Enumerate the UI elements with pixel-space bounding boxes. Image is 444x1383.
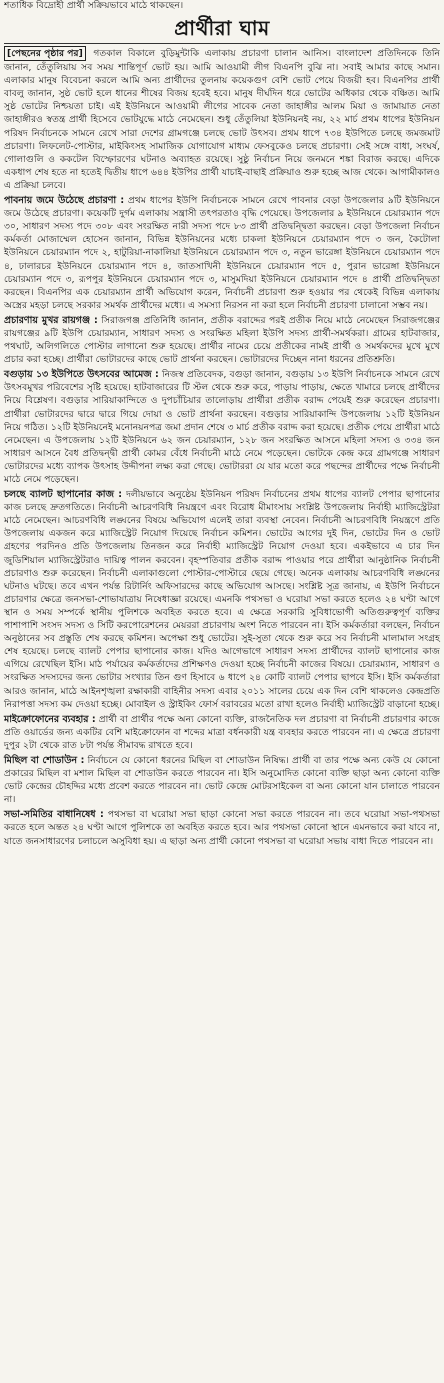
subheading: প্রচারণায় মুখর রায়গঞ্জ : bbox=[4, 314, 98, 326]
paragraph-7 bbox=[4, 754, 440, 806]
subheading: মিছিল বা শোডাউন : bbox=[4, 754, 85, 766]
subheading: বগুড়ায় ১৩ ইউপিতে উৎসবের আমেজ : bbox=[4, 369, 159, 381]
paragraph-4 bbox=[4, 368, 440, 486]
article-body bbox=[4, 46, 440, 848]
paragraph-2 bbox=[4, 194, 440, 312]
paragraph-8 bbox=[4, 808, 440, 847]
paragraph-text: দলীয়ভাবে অনুষ্ঠেয় ইউনিয়ন পরিষদ নির্বাচনের প্রথম ধাপের ব্যালট পেপার ছাপানোর কাজ চলছে দ্রুতগতিতে। নির্বাচনী আচরণবিধি নিয়ন্ত্রণে এবং বিরোধ মীমাংসায় সংশ্লিষ্ট উপজেলায় নির্বাহী ম্যাজিস্ট্রেটরা মাঠে নেমেছেন। আচরণবিধি লঙ্ঘনের বিষয়ে অভিযোগ এলেই তারা ব্যবস্থা নেবেন। নির্বাচনী আচরণবিধি নিয়ন্ত্রণে প্রতি উপজেলায় একজন করে ম্যাজিস্ট্রেট নিয়োগ দিয়েছে নির্বাচন কমিশন। ভোটের আগের দুই দিন, ভোটের দিন ও ভোট গ্রহণের পরদিনও প্রতি উপজেলায় তিনজন করে নির্বাহী ম্যাজিস্ট্রেট নিয়োগ দেওয়া হবে। একইভাবে এ চার দিন জুডিশিয়াল ম্যাজিস্ট্রেটরাও দায়িত্ব পালন করবেন। বৃহস্পতিবার প্রতীক বরাদ্দ পাওয়ার পরে প্রার্থীরা আনুষ্ঠানিক নির্বাচনী প্রচারণাও শুরু করেছেন। নির্বাচনী এলাকাগুলো পোস্টার-পোস্টারে ছেয়ে গেছে। অনেক এলাকায় আচরণবিধি লঙ্ঘনের ঘটনাও ঘটছে। তবে এখন পর্যন্ত রিটার্নিং অফিসারদের কাছে অভিযোগ আসছে। সংশ্লিষ্ট সূত্র জানায়, এ ইউপি নির্বাচনে প্রচারণার ক্ষেত্রে জনসভা-শোভাযাত্রায় নিষেধাজ্ঞা রয়েছে। এমনকি পথসভা ও ঘরোয়া সভা করতে হলেও ২৪ ঘণ্টা আগে স্থান ও সময় সম্পর্কে স্থানীয় পুলিশকে অবহিত করতে হবে। এ ক্ষেত্রে সরকারি সুবিধাভোগী অতিগুরুত্বপূর্ণ ব্যক্তির পাশাপাশি সংসদ সদস্য ও সিটি করপোরেশনের মেয়ররা প্রচারণায় অংশ নিতে পারবেন না। ইসি কর্মকর্তারা বলছেন, নির্বাচন অনুষ্ঠানের সব প্রস্তুতি শেষ করছে কমিশন। অপেক্ষা শুধু ভোটের। সুই-সুতা থেকে শুরু করে সব নির্বাচনী মালামাল সংগ্রহ শেষ হয়েছে। চলছে ব্যালট পেপার ছাপানোর কাজ। যদিও আগেভাগে সাধারণ সদস্য প্রার্থীদের ব্যালট ছাপানোর কাজ এগিয়ে রেখেছিল ইসি। মাঠ পর্যায়ের কর্মকর্তাদের প্রশিক্ষণও দেওয়া হচ্ছে নির্বাচনী কাজের বিষয়ে। চেয়ারম্যান, সাধারণ ও সংরক্ষিত সদস্যদের জন্য ভোটার সংখ্যার তিন গুণ হিসাবে ৬ ধাপে ২৪ কোটি ব্যালট পেপার ছাপবে ইসি। ইসি কর্মকর্তারা আরও জানান, মাঠে আইনশৃঙ্খলা রক্ষাকারী বাহিনীর সদস্য এবার ২০১১ সালের চেয়ে এক দিন বেশি থাকলেও কেন্দ্রপ্রতি নিরাপত্তা সদস্য কম দেওয়া হচ্ছে। মোবাইল ও স্ট্রাইকিং ফোর্স বরাবরের মতো রাখা হলেও নির্বাহী ম্যাজিস্ট্রেট বাড়ানো হচ্ছে। bbox=[4, 489, 441, 710]
previous-article-tail: শতাধিক বিদ্রোহী প্রার্থী সক্রিয়ভাবে মাঠে থাকছেন। bbox=[4, 0, 184, 11]
paragraph-3 bbox=[4, 314, 440, 366]
headline: প্রার্থীরা ঘাম bbox=[174, 16, 270, 40]
paragraph-text: নিজস্ব প্রতিবেদক, বগুড়া জানান, বগুড়ায় ১৩ ইউপি নির্বাচনকে সামনে রেখে উৎসবমুখর পরিবেশের সৃষ্টি হয়েছে। হাটবাজারের টি স্টল থেকে শুরু করে, পাড়ায় পাড়ায়, ক্ষেতে খামারে চলছে প্রার্থীদের নিয়ে বিশ্লেষণ। বগুড়ার সারিয়াকান্দিতে ও দুপচাঁচিয়ার তালোড়ায় প্রার্থীরা প্রতীক বরাদ্দ পেয়েই শুরু করেছেন প্রচারণা। প্রার্থীরা ভোটারদের দ্বারে দ্বারে গিয়ে দোয়া ও ভোট প্রার্থনা করছেন। বগুড়ার সারিয়াকান্দি উপজেলায় ১২টি ইউনিয়ন নিয়ে গঠিত। ১২টি ইউনিয়নেই মনোনয়নপত্র জমা প্রদান শেষে ৩ মার্চ প্রতীক বরাদ্দ করা হয়েছে। প্রতীক পেয়ে প্রার্থীরা মাঠে নেমেছেন। এ উপজেলায় ১২টি ইউনিয়নে ৬২ জন চেয়ারম্যান, ১২৮ জন সংরক্ষিত আসনে মহিলা সদস্য ও ৩৩৪ জন সাধারণ আসনে বৈধ প্রতিদ্বন্দ্বী প্রার্থী কোমর বেঁধে নির্বাচনী মাঠে নেমে পড়েছেন। ভোটকে কেন্দ্র করে গ্রামগঞ্জে সাধারণ ভোটারদের মধ্যে ব্যাপক উৎসাহ উদ্দীপনা লক্ষ্য করা গেছে। ভোটাররা যে যার মতো করে পছন্দের প্রার্থীদের পক্ষে নির্বাচনী মাঠে নেমে পড়েছেন। bbox=[4, 369, 441, 485]
paragraph-text: প্রার্থী বা প্রার্থীর পক্ষে অন্য কোনো ব্যক্তি, রাজনৈতিক দল প্রচারণা বা নির্বাচনী প্রচারণার কাজে প্রতি ওয়ার্ডের জন্য একটির বেশি মাইক্রোফোন বা শব্দের মাত্রা বর্ধনকারী যন্ত্র ব্যবহার করতে পারবেন না। এ ক্ষেত্রে প্রচারণা দুপুর ২টা থেকে রাত ৮টা পর্যন্ত সীমাবদ্ধ রাখতে হবে। bbox=[4, 713, 440, 751]
subheading: মাইক্রোফোনের ব্যবহার : bbox=[4, 713, 96, 725]
paragraph-5 bbox=[4, 488, 440, 711]
paragraph-text: প্রথম ধাপের ইউপি নির্বাচনকে সামনে রেখে পাবনার বেড়া উপজেলার ৯টি ইউনিয়নে জমে উঠেছে প্রচারণা। কয়েকটি দুর্গম এলাকায় সন্ত্রাসী তৎপরতাও বৃদ্ধি পেয়েছে। উপজেলার ৯ ইউনিয়নে চেয়ারম্যান পদে ৩০, সাধারণ সদস্য পদে ৩০৮ এবং সংরক্ষিত নারী সদস্য পদে ৮৩ প্রার্থী প্রতিদ্বন্দ্বিতা করছেন। বেড়া উপজেলা নির্বাচন কর্মকর্তা মোজাম্মেল হোসেন জানান, বিভিন্ন ইউনিয়নের মধ্যে চাকলা ইউনিয়নে চেয়ারম্যান পদে ৩ জন, কৈটোলা ইউনিয়নে চেয়ারম্যান পদে ২, হাটুরিয়া-নাকালিয়া ইউনিয়নে চেয়ারম্যান পদে ৩, নতুন ভারেঙ্গা ইউনিয়নে চেয়ারম্যান পদে ৪, ঢালারচর ইউনিয়নে চেয়ারম্যান পদে ৪, জাতসাখিনী ইউনিয়নে চেয়ারম্যান পদে ৫, পুরান ভারেঙ্গা ইউনিয়নে চেয়ারম্যান পদে ৩, রূপপুর ইউনিয়নে চেয়ারম্যান পদে ৩, মাসুমদিয়া ইউনিয়নে চেয়ারম্যান পদে ৪ প্রার্থী প্রতিদ্বন্দ্বিতা করছেন। বিএনপির এক চেয়ারম্যান প্রার্থী অভিযোগ করেন, নির্বাচনী প্রচারণা শুরু হওয়ার পর থেকেই বিভিন্ন এলাকায় অস্ত্রের মহড়া চলছে সরকার সমর্থক প্রার্থীদের মধ্যে। এ সমস্যা নিরসন না করা হলে নির্বাচনী প্রচারণা চালানো সম্ভব নয়। bbox=[4, 195, 441, 311]
paragraph-text: পথসভা বা ঘরোয়া সভা ছাড়া কোনো সভা করতে পারবেন না। তবে ঘরোয়া সভা-পথসভা করতে হলে অন্তত ২৪ ঘণ্টা আগে পুলিশকে তা অবহিত করতে হবে। আর পথসভা কোনো স্থানে এমনভাবে করা যাবে না, যাতে জনসাধারণের চলাচলে অসুবিধা হয়। এ ছাড়া অন্য প্রার্থী কোনো পথসভা বা ঘরোয়া সভায় বাধা দিতে পারবেন না। bbox=[4, 809, 440, 847]
divider bbox=[4, 43, 440, 44]
subheading: চলছে ব্যালট ছাপানোর কাজ : bbox=[4, 489, 123, 501]
paragraph-text: সিরাজগঞ্জ প্রতিনিধি জানান, প্রতীক বরাদ্দের পরই প্রতীক নিয়ে মাঠে নেমেছেন সিরাজগঞ্জের রায়গঞ্জের ৯টি ইউপি চেয়ারম্যান, সাধারণ সদস্য ও সংরক্ষিত মহিলা ইউপি সদস্য প্রার্থী-সমর্থকরা। গ্রামের হাটবাজার, পথঘাট, অলিগলিতে পোস্টার লাগানো শুরু হয়েছে। প্রার্থীর নামের চেয়ে প্রতীকের নামই প্রার্থী ও সমর্থকদের মুখে মুখে প্রচার করা হচ্ছে। প্রার্থীরা ভোটারদের কাছে ভোট প্রার্থনা করছেন। ভোটারদের দিচ্ছেন নানা ধরনের প্রতিশ্রুতি। bbox=[4, 314, 441, 366]
subheading: পাবনায় জমে উঠেছে প্রচারণা : bbox=[4, 195, 125, 207]
paragraph-text: নির্বাচনে যে কোনো ধরনের মিছিল বা শোডাউন নিষিদ্ধ। প্রার্থী বা তার পক্ষে অন্য কেউ যে কোনো প্রকারের মিছিল বা মশাল মিছিল বা শোডাউন করতে পারবেন না। ইসি অনুমোদিত কোনো ব্যক্তি ছাড়া অন্য কোনো ব্যক্তি ভোট কেন্দ্রের চৌহদ্দির মধ্যে প্রবেশ করতে পারবেন না। ভোট কেন্দ্রে মোটরসাইকেল বা অন্য কোনো যান চালাতে পারবেন না। bbox=[4, 754, 440, 806]
paragraph-1 bbox=[4, 46, 440, 192]
continuation-marker: [পেছনের পৃষ্ঠার পর] bbox=[4, 46, 86, 61]
subheading: সভা-সমিতির বাধানিষেধ : bbox=[4, 809, 104, 821]
paragraph-6 bbox=[4, 713, 440, 752]
paragraph-text: গতকাল বিকালে বুড়িমুন্টাকি এলাকায় প্রচারণা চালান আনিস। বাংলাদেশ প্রতিদিনকে তিনি জানান, তেঁতুলিয়ায় সব সময় শান্তিপূর্ণ ভোট হয়। আমি আওয়ামী লীগ বিএনপি বুঝি না। সবাই আমার কাছে সমান। এলাকার মানুষ বিবেচনা করলে আমি অন্য প্রার্থীদের তুলনায় কয়েকগুণ বেশি ভোট পেয়ে বিজয়ী হব। বিএনপির প্রার্থী বাবলু জানান, সুষ্ঠ ভোট হলে ধানের শীষের বিজয় হবেই হবে। মানুষ দীর্ঘদিন ধরে ভোটের অধিকার থেকে বঞ্চিত। আমি সুষ্ঠ ভোটের নিশ্চয়তা চাই। এই ইউনিয়নে আওয়ামী লীগের সাবেক নেতা জাহাঙ্গীর আলম মিয়া ও জামায়াত নেতা জাহাঙ্গীরও স্বতন্ত্র প্রার্থী হিসেবে ভোটযুদ্ধে মাঠে নেমেছেন। শুধু তেঁতুলিয়া ইউনিয়নই নয়, ২২ মার্চ প্রথম ধাপের ইউনিয়ন পরিষদ নির্বাচনকে সামনে রেখে সারা দেশের গ্রামগঞ্জে চলছে ভোট উৎসব। প্রথম ধাপে ৭৩৪ ইউপিতে চলছে জমজমাট প্রচারণা। লিফলেট-পোস্টার, মাইকিংসহ সামাজিক যোগাযোগ মাধ্যম ফেসবুকেও চলছে প্রচারণা। সেই সঙ্গে বাধা, সংঘর্ষ, গোলাগুলি ও ককটেল বিস্ফোরণের ঘটনাও অব্যাহত রয়েছে। সুষ্ঠু নির্বাচন নিয়ে জনমনে শঙ্কা বিরাজ করছে। এদিকে একধাপ শেষ হতে না হতেই দ্বিতীয় ধাপে ৬৪৪ ইউপির প্রার্থী যাচাই-বাছাই প্রক্রিয়াও শুরু হচ্ছে আজ থেকে। আগামীকালও এ প্রক্রিয়া চলবে। bbox=[4, 48, 441, 191]
